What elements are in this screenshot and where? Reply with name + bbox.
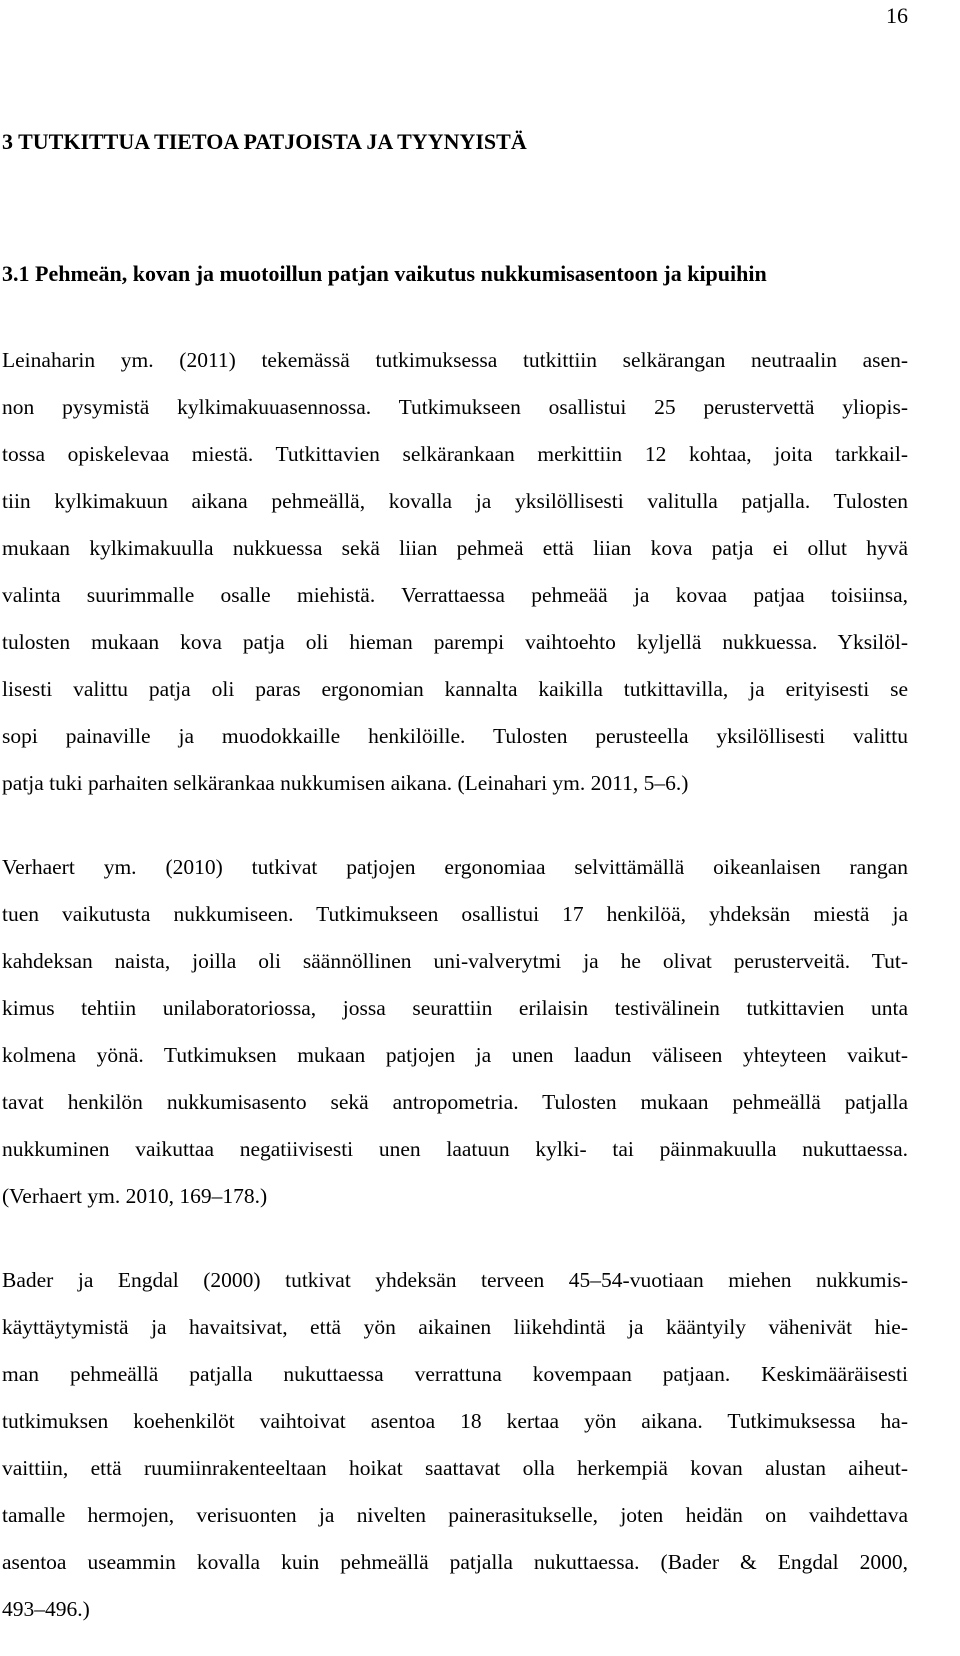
chapter-heading: 3 TUTKITTUA TIETOA PATJOISTA JA TYYNYISTÄ — [2, 129, 527, 154]
text-line: non pysymistä kylkimakuuasennossa. Tutkimukseen osallistui 25 perustervettä yliopis- — [2, 395, 908, 419]
text-line: tuen vaikutusta nukkumiseen. Tutkimukseen osallistui 17 henkilöä, yhdeksän miestä ja — [2, 902, 908, 926]
text-line: man pehmeällä patjalla nukuttaessa verrattuna kovempaan patjaan. Keskimääräisesti — [2, 1362, 908, 1386]
text-line: asentoa useammin kovalla kuin pehmeällä patjalla nukuttaessa. (Bader & Engdal 2000, — [2, 1550, 908, 1574]
text-line: vaittiin, että ruumiinrakenteeltaan hoikat saattavat olla herkempiä kovan alustan aiheut- — [2, 1456, 908, 1480]
text-line: kolmena yönä. Tutkimuksen mukaan patjojen ja unen laadun väliseen yhteyteen vaikut- — [2, 1043, 908, 1067]
text-line: Bader ja Engdal (2000) tutkivat yhdeksän terveen 45–54-vuotiaan miehen nukkumis- — [2, 1268, 908, 1292]
text-line: tutkimuksen koehenkilöt vaihtoivat asentoa 18 kertaa yön aikana. Tutkimuksessa ha- — [2, 1409, 908, 1433]
text-line: kimus tehtiin unilaboratoriossa, jossa seurattiin erilaisin testivälinein tutkittavien unta — [2, 996, 908, 1020]
text-line: tavat henkilön nukkumisasento sekä antropometria. Tulosten mukaan pehmeällä patjalla — [2, 1090, 908, 1114]
text-line: nukkuminen vaikuttaa negatiivisesti unen laatuun kylki- tai päinmakuulla nukuttaessa. — [2, 1137, 908, 1161]
text-line: valinta suurimmalle osalle miehistä. Verrattaessa pehmeää ja kovaa patjaa toisiinsa, — [2, 583, 908, 607]
text-line: tiin kylkimakuun aikana pehmeällä, kovalla ja yksilöllisesti valitulla patjalla. Tulosten — [2, 489, 908, 513]
text-line: (Verhaert ym. 2010, 169–178.) — [2, 1184, 268, 1208]
text-line: tamalle hermojen, verisuonten ja nivelten painerasitukselle, joten heidän on vaihdettava — [2, 1503, 908, 1527]
text-line: 493–496.) — [2, 1597, 90, 1621]
text-line: Verhaert ym. (2010) tutkivat patjojen ergonomiaa selvittämällä oikeanlaisen rangan — [2, 855, 908, 879]
text-line: lisesti valittu patja oli paras ergonomian kannalta kaikilla tutkittavilla, ja erityisesti se — [2, 677, 908, 701]
text-line: patja tuki parhaiten selkärankaa nukkumisen aikana. (Leinahari ym. 2011, 5–6.) — [2, 771, 689, 795]
text-line: tossa opiskelevaa miestä. Tutkittavien selkärankaan merkittiin 12 kohtaa, joita tarkkail- — [2, 442, 908, 466]
text-line: sopi painaville ja muodokkaille henkilöille. Tulosten perusteella yksilöllisesti valittu — [2, 724, 908, 748]
text-line: kahdeksan naista, joilla oli säännöllinen uni-valverytmi ja he olivat perusterveitä. Tut- — [2, 949, 908, 973]
text-line: käyttäytymistä ja havaitsivat, että yön aikainen liikehdintä ja kääntyily vähenivät hie- — [2, 1315, 908, 1339]
text-line: mukaan kylkimakuulla nukkuessa sekä liian pehmeä että liian kova patja ei ollut hyvä — [2, 536, 908, 560]
page-number: 16 — [886, 3, 908, 28]
text-line: tulosten mukaan kova patja oli hieman parempi vaihtoehto kyljellä nukkuessa. Yksilöl- — [2, 630, 908, 654]
text-line: Leinaharin ym. (2011) tekemässä tutkimuksessa tutkittiin selkärangan neutraalin asen- — [2, 348, 908, 372]
section-heading: 3.1 Pehmeän, kovan ja muotoillun patjan vaikutus nukkumisasentoon ja kipuihin — [2, 261, 767, 286]
